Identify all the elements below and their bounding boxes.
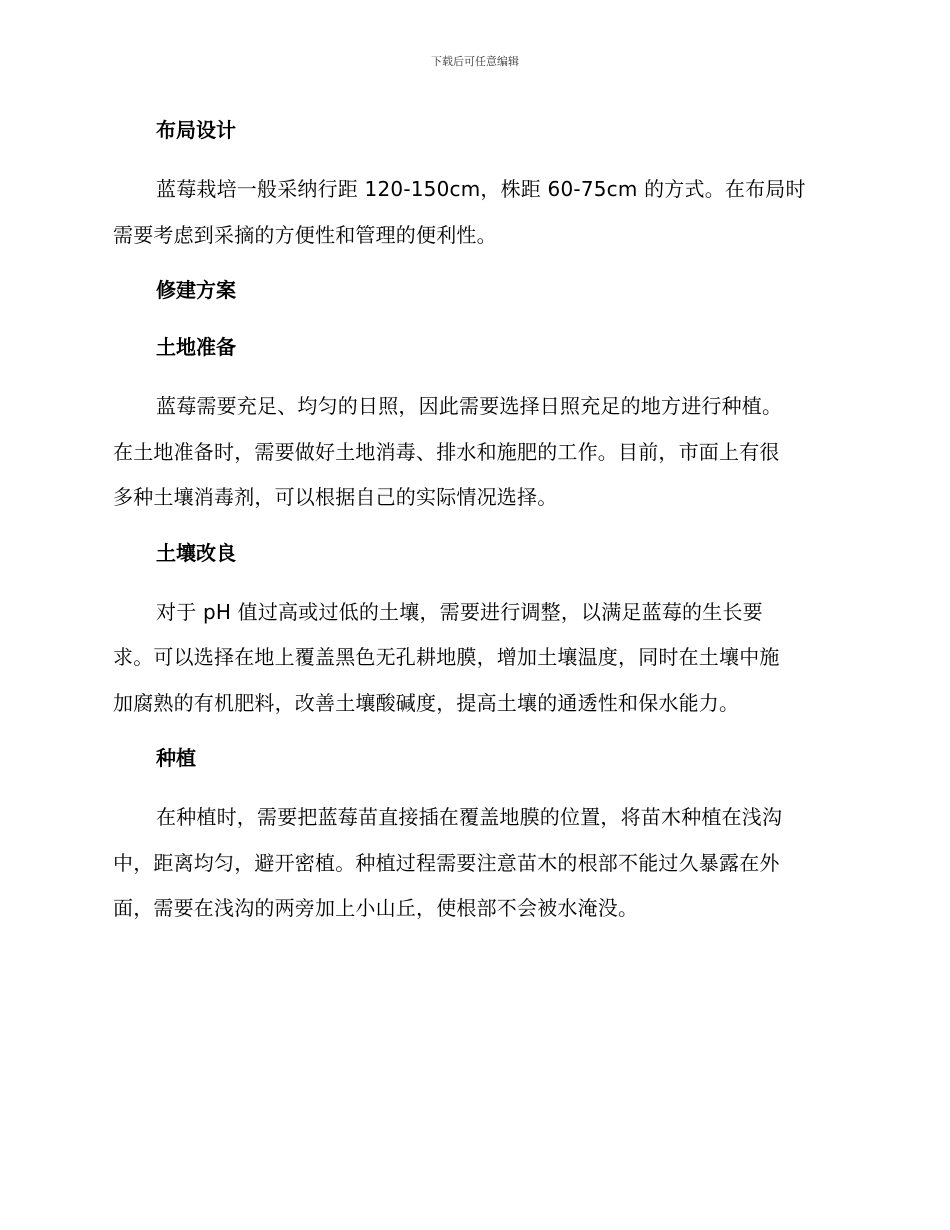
page-header: 下载后可任意编辑: [431, 55, 519, 68]
document-body: [113, 110, 833, 944]
paragraph-line: 面，需要在浅沟的两旁加上小山丘，使根部不会被水淹没。: [113, 896, 639, 920]
section-heading-planting: 种植: [156, 746, 196, 770]
paragraph-line: 求。可以选择在地上覆盖黑色无孔耕地膜，增加土壤温度，同时在土壤中施: [113, 645, 780, 669]
paragraph-line: 需要考虑到采摘的方便性和管理的便利性。: [113, 222, 497, 247]
paragraph-line: 对于 pH 值过高或过低的土壤，需要进行调整，以满足蓝莓的生长要: [156, 599, 763, 624]
section-heading-layout: 布局设计: [156, 118, 236, 142]
section-heading-construction-plan: 修建方案: [156, 278, 236, 302]
paragraph-land-preparation: [113, 384, 833, 521]
paragraph-line: 蓝莓栽培一般采纳行距 120-150cm，株距 60-75cm 的方式。在布局时: [156, 177, 806, 201]
section-heading-land-preparation: 土地准备: [156, 335, 236, 359]
paragraph-line: 中，距离均匀，避开密植。种植过程需要注意苗木的根部不能过久暴露在外: [113, 850, 780, 875]
section-heading-soil-improvement: 土壤改良: [156, 540, 236, 565]
paragraph-line: 多种土壤消毒剂，可以根据自己的实际情况选择。: [113, 485, 558, 509]
paragraph-line: 蓝莓需要充足、均匀的日照，因此需要选择日照充足的地方进行种植。: [156, 394, 783, 418]
paragraph-line: 在土地准备时，需要做好土地消毒、排水和施肥的工作。目前，市面上有很: [113, 439, 780, 464]
paragraph-soil-improvement: [113, 590, 833, 727]
paragraph-layout: [113, 167, 833, 258]
paragraph-line: 在种植时，需要把蓝莓苗直接插在覆盖地膜的位置，将苗木种植在浅沟: [156, 805, 783, 829]
paragraph-planting: [113, 795, 833, 932]
paragraph-line: 加腐熟的有机肥料，改善土壤酸碱度，提高土壤的通透性和保水能力。: [113, 690, 740, 715]
